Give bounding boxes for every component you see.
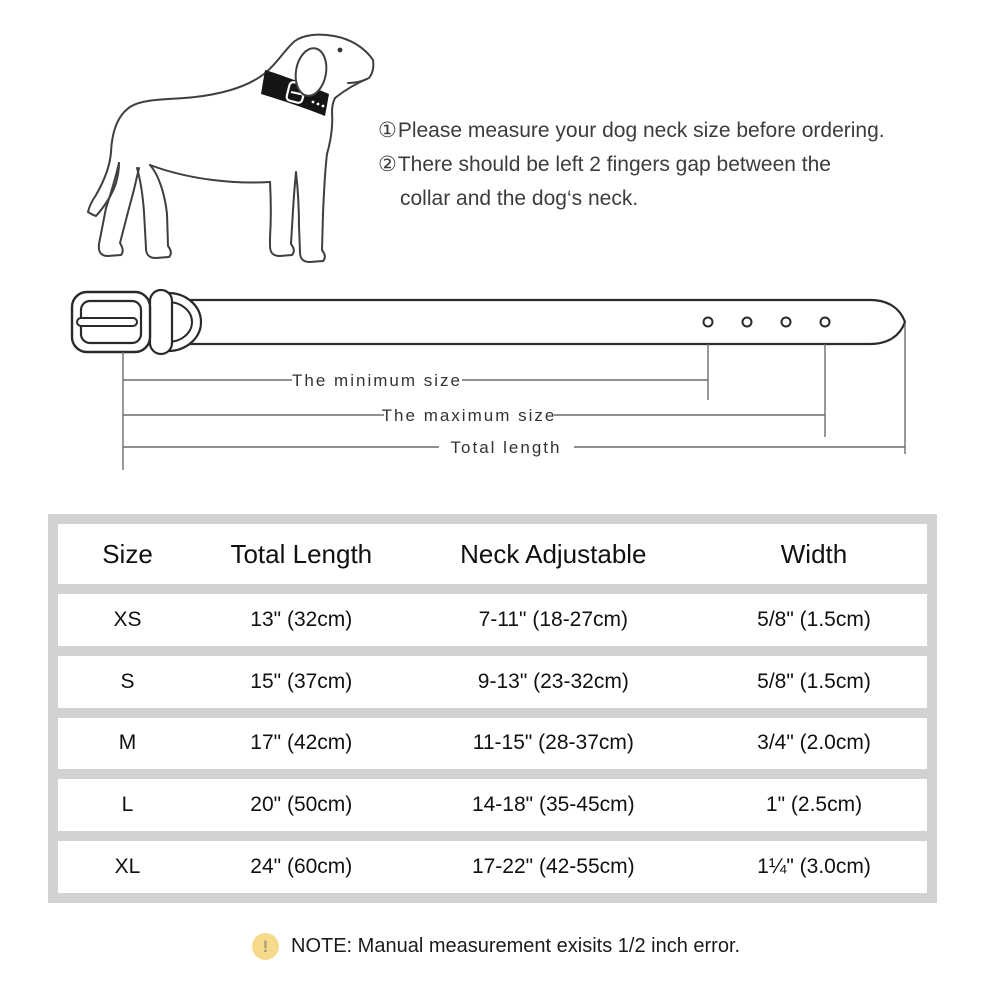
table-cell: 24" (60cm) xyxy=(250,855,353,879)
dog-belly-line xyxy=(150,165,270,182)
header-cell: Size xyxy=(102,538,153,569)
dog-chest-line xyxy=(327,98,335,154)
table-cell: 7-11" (18-27cm) xyxy=(478,607,629,631)
size-table xyxy=(48,514,937,903)
instruction-item-1 xyxy=(378,114,968,148)
table-cell: 1¼" (3.0cm) xyxy=(757,855,871,879)
table-row xyxy=(58,718,927,770)
dog-hind-leg-near xyxy=(137,165,171,258)
table-cell: 15" (37cm) xyxy=(250,669,353,693)
header-cell: Total Length xyxy=(230,538,373,569)
table-cell: 5/8" (1.5cm) xyxy=(757,607,871,631)
instruction-bullet-2: ② xyxy=(378,153,397,176)
table-cell: M xyxy=(118,731,137,755)
dimension-label-min: The minimum size xyxy=(292,371,462,390)
dog-eye xyxy=(338,48,343,53)
table-row xyxy=(58,656,927,708)
dog-collar-hole xyxy=(312,101,315,104)
dog-illustration xyxy=(85,10,390,275)
table-row xyxy=(58,779,927,831)
dog-front-leg-far xyxy=(270,172,296,256)
exclamation-icon: ! xyxy=(252,933,279,960)
table-row xyxy=(58,841,927,893)
collar-buckle-prong xyxy=(77,318,137,326)
table-cell: 17-22" (42-55cm) xyxy=(471,855,635,879)
dog-front-leg-near xyxy=(296,154,327,262)
table-cell: 3/4" (2.0cm) xyxy=(757,731,871,755)
table-cell: 13" (32cm) xyxy=(250,607,353,631)
table-cell: XL xyxy=(114,855,141,879)
dimension-label-max: The maximum size xyxy=(381,406,557,425)
table-cell: L xyxy=(121,793,134,817)
table-cell: 20" (50cm) xyxy=(250,793,353,817)
instruction-text-1: Please measure your dog neck size before ordering. xyxy=(397,119,885,142)
dog-collar-hole xyxy=(322,105,325,108)
note xyxy=(252,933,740,960)
dog-back-outline xyxy=(111,35,373,152)
note-text: NOTE: Manual measurement exisits 1/2 inch error. xyxy=(291,935,741,957)
table-cell: 9-13" (23-32cm) xyxy=(477,669,629,693)
instruction-text-2b: collar and the dog‘s neck. xyxy=(400,187,639,210)
size-table-header-row xyxy=(58,524,927,584)
collar-diagram xyxy=(55,280,925,480)
dog-mouth-line xyxy=(348,79,367,83)
header-cell: Neck Adjustable xyxy=(460,538,647,569)
instructions xyxy=(378,114,968,216)
dog-collar-hole xyxy=(317,103,320,106)
header-cell: Width xyxy=(780,538,848,569)
instruction-text-2: There should be left 2 fingers gap between the xyxy=(397,153,831,176)
table-cell: 17" (42cm) xyxy=(250,731,353,755)
table-cell: 14-18" (35-45cm) xyxy=(471,793,635,817)
dimension-label-total: Total length xyxy=(450,438,562,457)
instruction-item-2-cont xyxy=(400,182,968,216)
instruction-bullet-1: ① xyxy=(378,119,397,142)
table-row xyxy=(58,594,927,646)
collar-keeper xyxy=(150,290,172,354)
table-cell: 5/8" (1.5cm) xyxy=(757,669,871,693)
table-cell: 1" (2.5cm) xyxy=(765,793,863,817)
table-cell: S xyxy=(120,669,135,693)
instruction-item-2 xyxy=(378,148,968,182)
table-cell: XS xyxy=(113,607,142,631)
table-cell: 11-15" (28-37cm) xyxy=(472,731,634,755)
